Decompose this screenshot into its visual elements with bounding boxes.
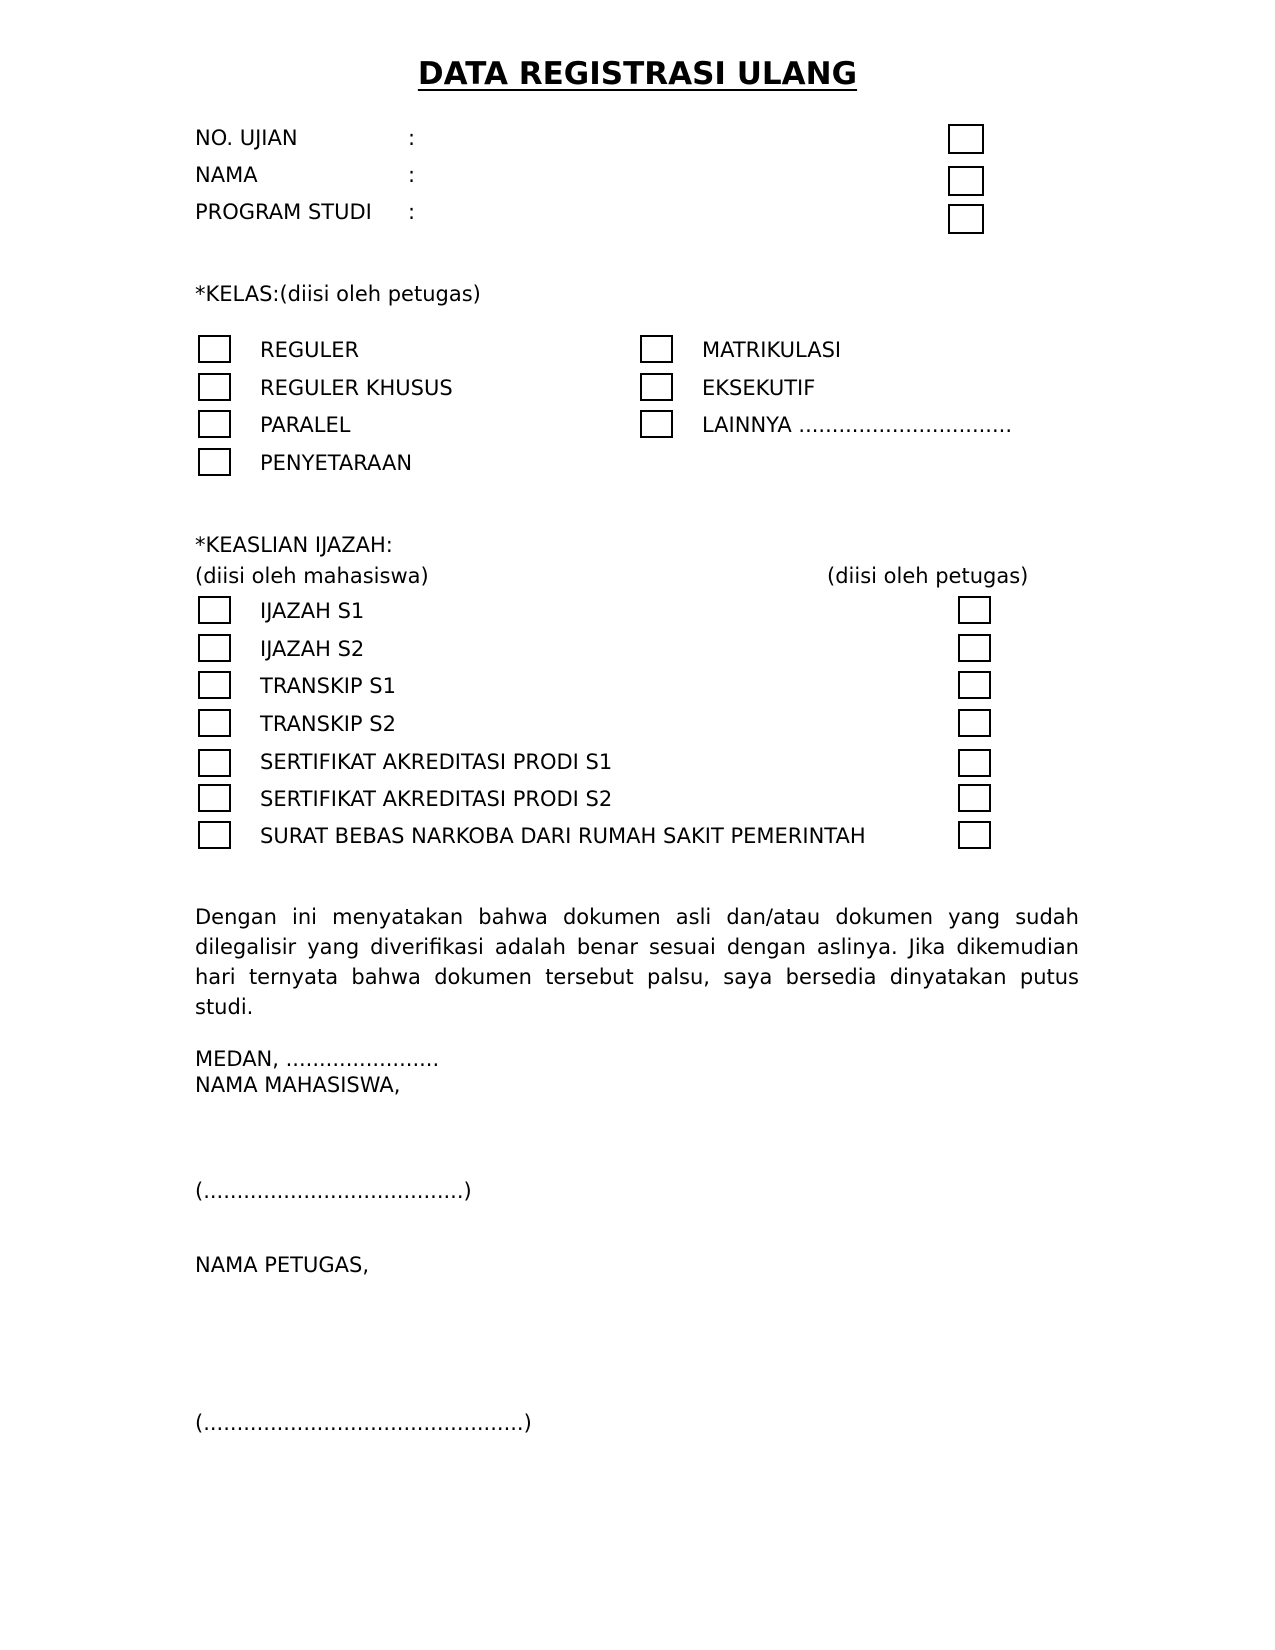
student-checkbox-ijazah-s2[interactable]	[198, 634, 231, 662]
kelas-reguler-khusus-checkbox[interactable]	[198, 373, 231, 401]
page-title: DATA REGISTRASI ULANG	[417, 56, 858, 92]
field-label-no-ujian: NO. UJIAN	[195, 126, 298, 150]
kelas-eksekutif-checkbox[interactable]	[640, 373, 673, 401]
officer-name-label: NAMA PETUGAS,	[195, 1253, 370, 1277]
student-name-label: NAMA MAHASISWA,	[195, 1073, 401, 1097]
place-date-line: MEDAN, .......................	[195, 1047, 440, 1071]
officer-checkbox-sertifikat-s1[interactable]	[958, 749, 991, 777]
kelas-option-label: PARALEL	[260, 413, 351, 437]
officer-checkbox-sertifikat-s2[interactable]	[958, 784, 991, 812]
officer-checkbox-transkip-s2[interactable]	[958, 709, 991, 737]
kelas-option-label: MATRIKULASI	[702, 338, 842, 362]
student-checkbox-ijazah-s1[interactable]	[198, 596, 231, 624]
kelas-option-label: REGULER KHUSUS	[260, 376, 453, 400]
kelas-option-label: LAINNYA ................................	[702, 413, 1013, 437]
kelas-matrikulasi-checkbox[interactable]	[640, 335, 673, 363]
keaslian-officer-note: (diisi oleh petugas)	[827, 564, 1029, 588]
no-ujian-checkbox[interactable]	[948, 124, 984, 154]
student-checkbox-surat-bebas-narkoba[interactable]	[198, 821, 231, 849]
nama-checkbox[interactable]	[948, 166, 984, 196]
statement-paragraph: Dengan ini menyatakan bahwa dokumen asli dan/atau dokumen yang sudah dilegalisir yang diverifikasi adalah benar sesuai dengan aslinya. Jika dikemudian hari ternyata bahwa dokumen tersebut palsu, saya bersedia dinyatakan putus studi.	[195, 905, 1079, 1019]
student-checkbox-sertifikat-s2[interactable]	[198, 784, 231, 812]
keaslian-heading: *KEASLIAN IJAZAH:	[195, 533, 393, 557]
field-label-nama: NAMA	[195, 163, 258, 187]
program-studi-checkbox[interactable]	[948, 204, 984, 234]
kelas-option-label: PENYETARAAN	[260, 451, 413, 475]
officer-checkbox-ijazah-s1[interactable]	[958, 596, 991, 624]
officer-checkbox-ijazah-s2[interactable]	[958, 634, 991, 662]
kelas-penyetaraan-checkbox[interactable]	[198, 448, 231, 476]
officer-checkbox-transkip-s1[interactable]	[958, 671, 991, 699]
keaslian-student-note: (diisi oleh mahasiswa)	[195, 564, 429, 588]
document-item-label: SERTIFIKAT AKREDITASI PRODI S2	[260, 787, 613, 811]
field-separator: :	[408, 163, 416, 187]
student-checkbox-sertifikat-s1[interactable]	[198, 749, 231, 777]
kelas-reguler-checkbox[interactable]	[198, 335, 231, 363]
kelas-option-label: REGULER	[260, 338, 360, 362]
kelas-option-label: EKSEKUTIF	[702, 376, 816, 400]
field-separator: :	[408, 126, 416, 150]
student-checkbox-transkip-s1[interactable]	[198, 671, 231, 699]
officer-checkbox-surat-bebas-narkoba[interactable]	[958, 821, 991, 849]
student-signature-line: (.......................................)	[195, 1179, 472, 1203]
document-item-label: TRANSKIP S1	[260, 674, 396, 698]
kelas-paralel-checkbox[interactable]	[198, 410, 231, 438]
field-separator: :	[408, 200, 416, 224]
document-item-label: SERTIFIKAT AKREDITASI PRODI S1	[260, 750, 613, 774]
kelas-heading: *KELAS:(diisi oleh petugas)	[195, 282, 481, 306]
student-checkbox-transkip-s2[interactable]	[198, 709, 231, 737]
officer-signature-line: (................................................)	[195, 1411, 532, 1435]
document-item-label: IJAZAH S2	[260, 637, 365, 661]
document-item-label: IJAZAH S1	[260, 599, 365, 623]
kelas-lainnya-checkbox[interactable]	[640, 410, 673, 438]
document-item-label: TRANSKIP S2	[260, 712, 396, 736]
document-item-label: SURAT BEBAS NARKOBA DARI RUMAH SAKIT PEMERINTAH	[260, 824, 866, 848]
field-label-program-studi: PROGRAM STUDI	[195, 200, 372, 224]
